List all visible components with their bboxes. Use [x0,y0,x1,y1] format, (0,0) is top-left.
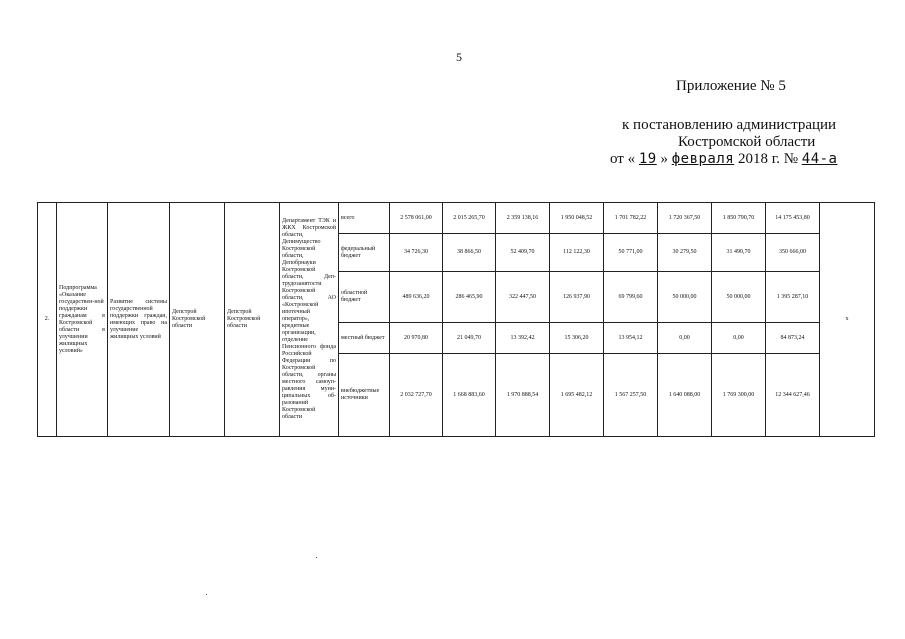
amount-cell: 69 799,60 [604,272,658,323]
amount-cell: 2 015 265,70 [443,203,496,234]
date-prefix: от « [610,151,636,167]
decree-number: 44-а [801,151,838,167]
amount-cell: 30 279,50 [658,234,712,272]
total-cell: 350 666,00 [766,234,820,272]
table-row [38,203,875,234]
decree-date-line [610,151,837,168]
co-executor: Депстрой Костромской области [225,203,280,437]
amount-cell: 1 970 888,54 [496,354,550,437]
total-cell: 1 395 287,10 [766,272,820,323]
amount-cell: 20 970,80 [390,323,443,354]
funding-source: внебюджетные источники [339,354,390,437]
participants: Департамент ТЭК и ЖКХ Костромской области, Депимущество Костромской области, Депобрнауки Костромской области, Деп-трудозанятости Костромской области, АО «Костромской ипотечный оператор», кредитные организации, отделение Пенсионного фонда Российской Федерации по Костромской области, органы местного самоуп-равления муни-ципальных об-разований Костромской области [280,203,339,437]
row-number: 2. [38,203,57,437]
amount-cell: 15 306,20 [550,323,604,354]
amount-cell: 286 465,90 [443,272,496,323]
funding-source: всего [339,203,390,234]
amount-cell: 2 578 061,00 [390,203,443,234]
last-column-mark: х [820,203,875,437]
amount-cell: 31 490,70 [712,234,766,272]
amount-cell: 1 668 883,60 [443,354,496,437]
page-number: 5 [456,50,462,64]
amount-cell: 1 640 088,00 [658,354,712,437]
decree-reference-line: к постановлению администрации [622,117,837,133]
amount-cell: 489 636,20 [390,272,443,323]
amount-cell: 126 937,90 [550,272,604,323]
amount-cell: 52 409,70 [496,234,550,272]
scan-speck [316,557,317,558]
total-cell: 12 344 627,46 [766,354,820,437]
funding-source: областной бюджет [339,272,390,323]
amount-cell: 1 701 782,22 [604,203,658,234]
amount-cell: 1 695 482,12 [550,354,604,437]
amount-cell: 112 122,30 [550,234,604,272]
amount-cell: 50 000,00 [712,272,766,323]
financing-table [37,202,875,437]
date-year: 2018 г. № [737,151,799,167]
date-mid: » [660,151,668,167]
funding-source: федеральный бюджет [339,234,390,272]
amount-cell: 13 954,12 [604,323,658,354]
amount-cell: 1 567 257,50 [604,354,658,437]
date-month: февраля [671,151,735,167]
total-cell: 84 873,24 [766,323,820,354]
amount-cell: 1 850 790,70 [712,203,766,234]
funding-source: местный бюджет [339,323,390,354]
amount-cell: 34 726,30 [390,234,443,272]
amount-cell: 2 359 138,16 [496,203,550,234]
scan-speck [206,594,207,595]
amount-cell: 0,00 [658,323,712,354]
amount-cell: 21 049,70 [443,323,496,354]
responsible-executor: Депстрой Костромской области [170,203,225,437]
appendix-title: Приложение № 5 [676,78,786,94]
amount-cell: 13 392,42 [496,323,550,354]
amount-cell: 38 866,50 [443,234,496,272]
decree-region-line: Костромской области [678,134,816,150]
amount-cell: 50 771,00 [604,234,658,272]
amount-cell: 1 720 367,50 [658,203,712,234]
amount-cell: 1 769 300,00 [712,354,766,437]
amount-cell: 1 950 048,52 [550,203,604,234]
amount-cell: 50 000,00 [658,272,712,323]
amount-cell: 2 032 727,70 [390,354,443,437]
total-cell: 14 175 453,80 [766,203,820,234]
amount-cell: 322 447,50 [496,272,550,323]
amount-cell: 0,00 [712,323,766,354]
date-day: 19 [638,151,657,167]
subprogram-name: Подпрограмма «Оказание государствен-ной поддержки гражданам в Костромской области в улучшении жилищных условий» [57,203,108,437]
subprogram-goal: Развитие системы государственной поддержки граждан, имеющих право на улучшение жилищных условий [108,203,170,437]
